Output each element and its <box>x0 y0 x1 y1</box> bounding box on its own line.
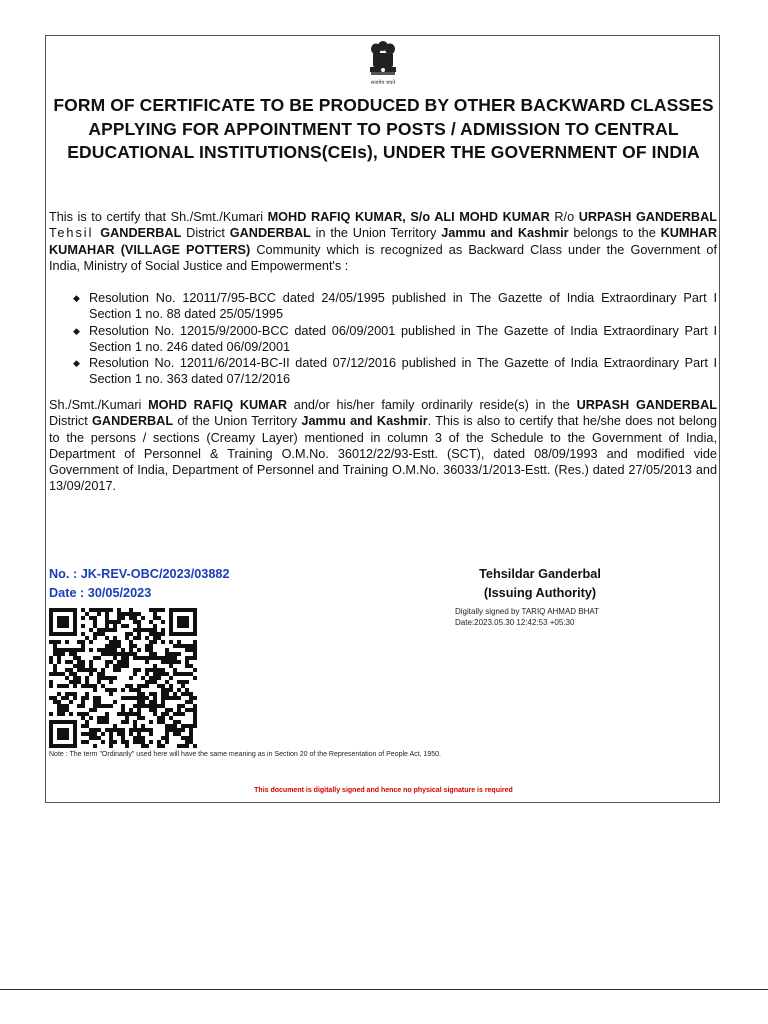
emblem-caption: सत्यमेव जयते <box>370 80 396 86</box>
tehsil: GANDERBAL <box>100 226 182 241</box>
community: KUMHAR KUMAHAR (VILLAGE POTTERS) <box>49 226 717 257</box>
list-item: ◆ Resolution No. 12011/7/95-BCC dated 24/05/1995 published in The Gazette of India Extraordinary Part I Section 1 no. 88 dated 25/05/1995 <box>73 291 717 322</box>
note-text: Note : The term "Ordinarily" used here will have the same meaning as in Section 20 of the Representation of People Act, 1950. <box>49 751 442 758</box>
applicant-name: MOHD RAFIQ KUMAR, S/o ALI MOHD KUMAR <box>267 210 550 224</box>
union-territory: Jammu and Kashmir <box>441 226 569 241</box>
bullet-diamond-icon: ◆ <box>73 325 80 336</box>
applicant-name: MOHD RAFIQ KUMAR <box>148 398 288 412</box>
district: GANDERBAL <box>229 226 311 241</box>
certificate-title: FORM OF CERTIFICATE TO BE PRODUCED BY OTHER BACKWARD CLASSES APPLYING FOR APPOINTMENT TO POSTS / ADMISSION TO CENTRAL EDUCATIONAL INSTITUTIONS(CEIs), UNDER THE GOVERNMENT OF INDIA <box>53 95 714 162</box>
certification-paragraph: This is to certify that Sh./Smt./Kumari MOHD RAFIQ KUMAR, S/o ALI MOHD KUMAR R/o URPASH GANDERBAL Tehsil GANDERBAL District GANDERBAL in the Union Territory Jammu and Kashmir belongs to the KUMHAR KUMAHAR (VILLAGE POTTERS) Community which is recognized as Backward Class under the Government of India, Ministry of Social Justice and Empowerment's : <box>49 210 717 273</box>
certificate-number: No. : JK-REV-OBC/2023/03882 <box>49 567 230 581</box>
district: GANDERBAL <box>92 414 174 429</box>
list-item: ◆ Resolution No. 12015/9/2000-BCC dated 06/09/2001 published in The Gazette of India Extraordinary Part I Section 1 no. 246 dated 06/09/2001 <box>73 323 717 354</box>
digital-signature <box>455 607 599 628</box>
page-divider <box>0 989 768 990</box>
qr-code-icon[interactable] <box>49 608 197 748</box>
digital-signature-date: Date:2023.05.30 12:42:53 +05:30 <box>455 617 575 627</box>
residence-paragraph: Sh./Smt./Kumari MOHD RAFIQ KUMAR and/or his/her family ordinarily reside(s) in the URPASH GANDERBAL District GANDERBAL of the Union Territory Jammu and Kashmir. This is also to certify that he/she does not belong to the persons / sections (Creamy Layer) mentioned in column 3 of the Schedule to the Government of India, Department of Personnel & Training O.M.No. 36012/22/93-Estt. (SCT), dated 08/09/1993 and modified vide Government of India, Department of Personnel and Training O.M.No. 36033/1/2013-Estt. (Res.) dated 27/05/2013 and 13/09/2017. <box>49 398 717 494</box>
union-territory: Jammu and Kashmir <box>301 414 428 429</box>
bullet-diamond-icon: ◆ <box>73 293 80 303</box>
certificate-date: Date : 30/05/2023 <box>49 586 152 600</box>
list-item: ◆ Resolution No. 12011/6/2014-BC-II dated 07/12/2016 published in The Gazette of India Extraordinary Part I Section 1 no. 363 dated 07/12/2016 <box>73 356 717 387</box>
resolution-list <box>49 290 717 388</box>
digitally-signed-notice: This document is digitally signed and hence no physical signature is required <box>254 787 513 794</box>
bullet-diamond-icon: ◆ <box>73 358 80 369</box>
issuing-authority-label: (Issuing Authority) <box>483 586 597 600</box>
issuing-office: Tehsildar Ganderbal <box>479 567 601 581</box>
digital-signature-signer: Digitally signed by TARIQ AHMAD BHAT <box>455 607 600 616</box>
national-emblem-icon <box>364 39 402 89</box>
residence: URPASH GANDERBAL <box>576 398 717 412</box>
residence: URPASH GANDERBAL <box>578 210 717 224</box>
